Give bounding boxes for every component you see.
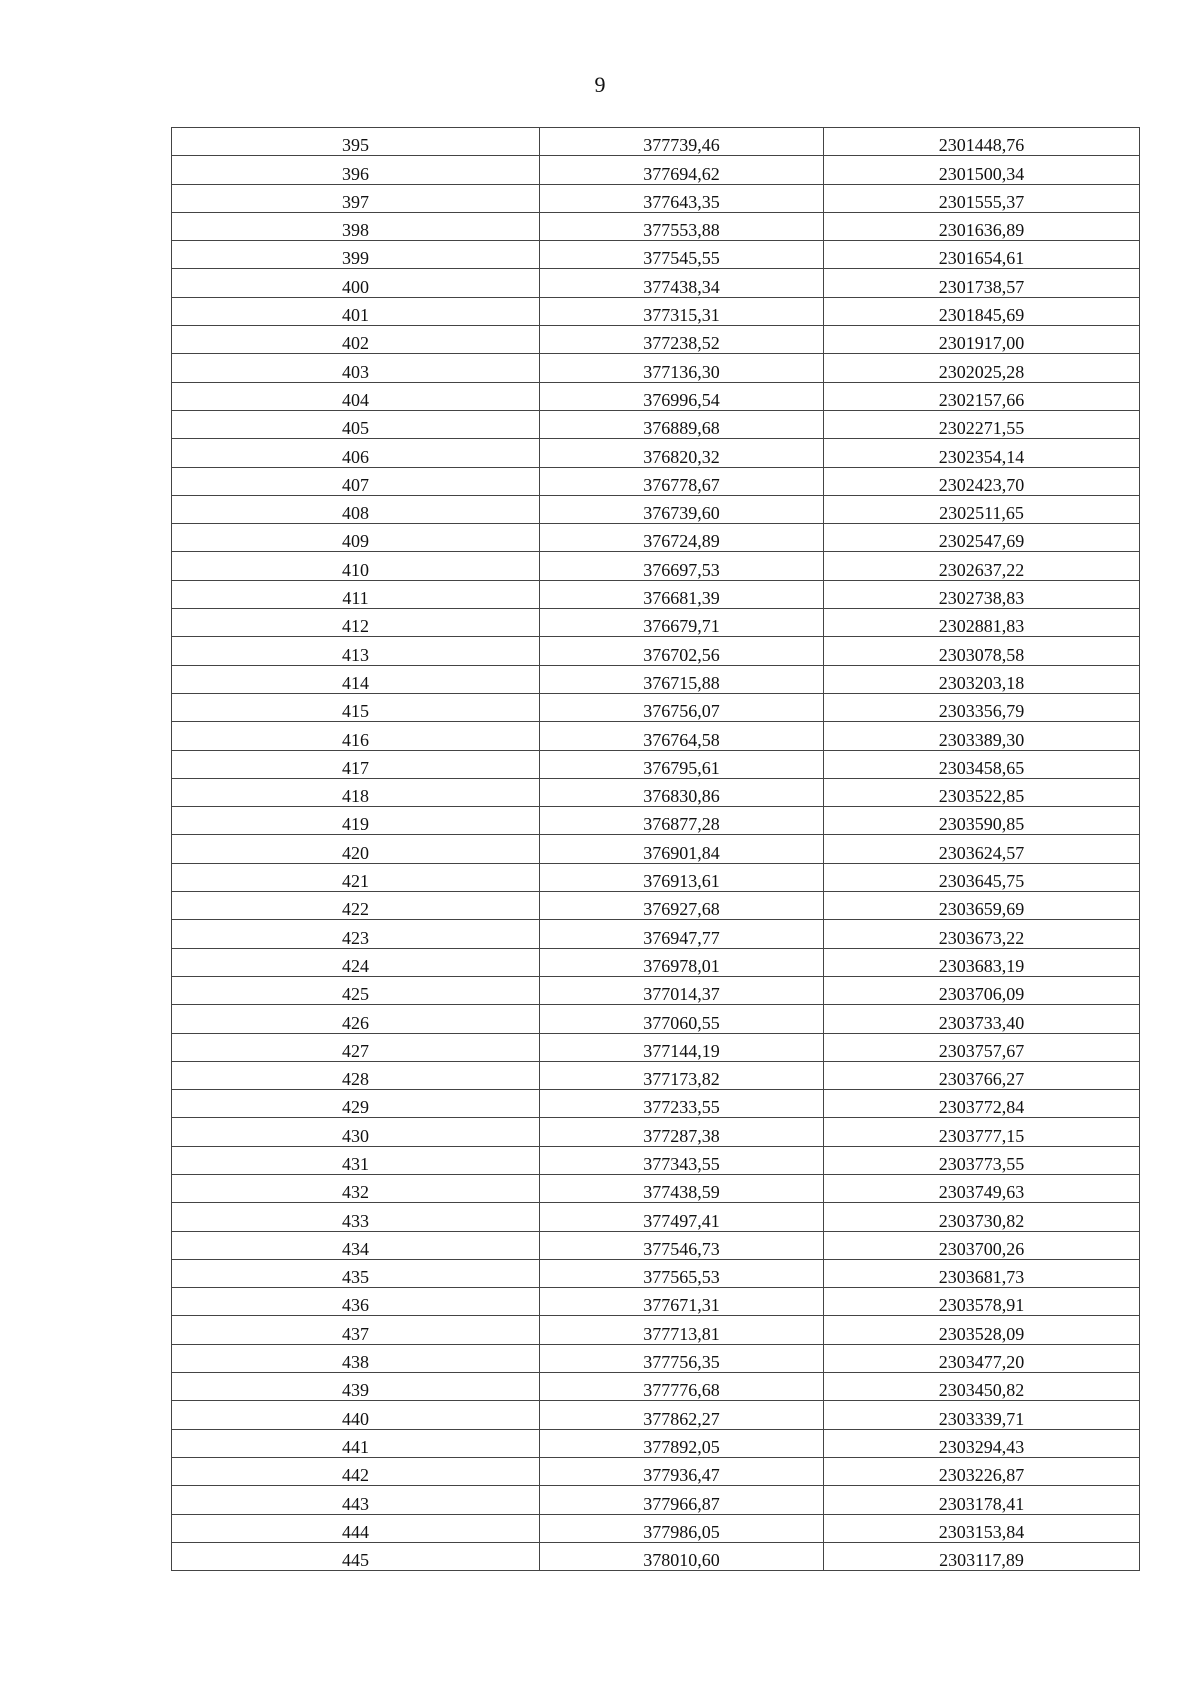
x-coordinate-cell: 376978,01	[540, 948, 824, 976]
x-coordinate-cell: 377892,05	[540, 1429, 824, 1457]
table-row	[172, 241, 1140, 269]
table-row	[172, 128, 1140, 156]
y-coordinate-cell: 2303730,82	[824, 1203, 1140, 1231]
point-number-cell: 442	[172, 1457, 540, 1485]
table-row	[172, 1203, 1140, 1231]
table-row	[172, 1457, 1140, 1485]
point-number-cell: 410	[172, 552, 540, 580]
point-number-cell: 441	[172, 1429, 540, 1457]
point-number-cell: 436	[172, 1288, 540, 1316]
x-coordinate-cell: 377713,81	[540, 1316, 824, 1344]
point-number-cell: 404	[172, 382, 540, 410]
point-number-cell: 408	[172, 495, 540, 523]
table-row	[172, 1033, 1140, 1061]
x-coordinate-cell: 376830,86	[540, 778, 824, 806]
point-number-cell: 403	[172, 354, 540, 382]
point-number-cell: 407	[172, 467, 540, 495]
table-row	[172, 1174, 1140, 1202]
x-coordinate-cell: 377060,55	[540, 1005, 824, 1033]
table-row	[172, 1231, 1140, 1259]
x-coordinate-cell: 377438,59	[540, 1174, 824, 1202]
point-number-cell: 427	[172, 1033, 540, 1061]
x-coordinate-cell: 376820,32	[540, 439, 824, 467]
point-number-cell: 421	[172, 863, 540, 891]
table-row	[172, 580, 1140, 608]
y-coordinate-cell: 2303749,63	[824, 1174, 1140, 1202]
x-coordinate-cell: 377144,19	[540, 1033, 824, 1061]
point-number-cell: 397	[172, 184, 540, 212]
table-row	[172, 1373, 1140, 1401]
y-coordinate-cell: 2301917,00	[824, 326, 1140, 354]
table-row	[172, 1146, 1140, 1174]
table-row	[172, 892, 1140, 920]
y-coordinate-cell: 2302637,22	[824, 552, 1140, 580]
table-row	[172, 354, 1140, 382]
y-coordinate-cell: 2303681,73	[824, 1259, 1140, 1287]
y-coordinate-cell: 2302157,66	[824, 382, 1140, 410]
point-number-cell: 423	[172, 920, 540, 948]
table-row	[172, 807, 1140, 835]
point-number-cell: 417	[172, 750, 540, 778]
point-number-cell: 413	[172, 637, 540, 665]
y-coordinate-cell: 2303624,57	[824, 835, 1140, 863]
x-coordinate-cell: 376927,68	[540, 892, 824, 920]
table-row	[172, 439, 1140, 467]
x-coordinate-cell: 376996,54	[540, 382, 824, 410]
table-row	[172, 1316, 1140, 1344]
table-row	[172, 976, 1140, 1004]
x-coordinate-cell: 377315,31	[540, 297, 824, 325]
table-row	[172, 835, 1140, 863]
x-coordinate-cell: 376679,71	[540, 609, 824, 637]
point-number-cell: 440	[172, 1401, 540, 1429]
y-coordinate-cell: 2302547,69	[824, 524, 1140, 552]
y-coordinate-cell: 2302738,83	[824, 580, 1140, 608]
y-coordinate-cell: 2301448,76	[824, 128, 1140, 156]
y-coordinate-cell: 2302271,55	[824, 410, 1140, 438]
point-number-cell: 402	[172, 326, 540, 354]
table-row	[172, 495, 1140, 523]
x-coordinate-cell: 377497,41	[540, 1203, 824, 1231]
point-number-cell: 399	[172, 241, 540, 269]
x-coordinate-cell: 376724,89	[540, 524, 824, 552]
table-row	[172, 863, 1140, 891]
table-row	[172, 467, 1140, 495]
x-coordinate-cell: 377136,30	[540, 354, 824, 382]
x-coordinate-cell: 377966,87	[540, 1486, 824, 1514]
table-row	[172, 1061, 1140, 1089]
x-coordinate-cell: 376795,61	[540, 750, 824, 778]
x-coordinate-cell: 377553,88	[540, 212, 824, 240]
y-coordinate-cell: 2303528,09	[824, 1316, 1140, 1344]
x-coordinate-cell: 377986,05	[540, 1514, 824, 1542]
point-number-cell: 411	[172, 580, 540, 608]
x-coordinate-cell: 377565,53	[540, 1259, 824, 1287]
x-coordinate-cell: 376877,28	[540, 807, 824, 835]
y-coordinate-cell: 2303226,87	[824, 1457, 1140, 1485]
y-coordinate-cell: 2303706,09	[824, 976, 1140, 1004]
table-row	[172, 609, 1140, 637]
y-coordinate-cell: 2303458,65	[824, 750, 1140, 778]
x-coordinate-cell: 376778,67	[540, 467, 824, 495]
table-row	[172, 1514, 1140, 1542]
x-coordinate-cell: 376702,56	[540, 637, 824, 665]
y-coordinate-cell: 2303153,84	[824, 1514, 1140, 1542]
table-row	[172, 1118, 1140, 1146]
x-coordinate-cell: 377014,37	[540, 976, 824, 1004]
point-number-cell: 395	[172, 128, 540, 156]
y-coordinate-cell: 2303203,18	[824, 665, 1140, 693]
y-coordinate-cell: 2303450,82	[824, 1373, 1140, 1401]
y-coordinate-cell: 2303117,89	[824, 1542, 1140, 1570]
point-number-cell: 428	[172, 1061, 540, 1089]
point-number-cell: 422	[172, 892, 540, 920]
table-row	[172, 920, 1140, 948]
point-number-cell: 398	[172, 212, 540, 240]
point-number-cell: 433	[172, 1203, 540, 1231]
table-row	[172, 410, 1140, 438]
point-number-cell: 414	[172, 665, 540, 693]
y-coordinate-cell: 2302354,14	[824, 439, 1140, 467]
x-coordinate-cell: 376764,58	[540, 722, 824, 750]
point-number-cell: 412	[172, 609, 540, 637]
table-row	[172, 269, 1140, 297]
x-coordinate-cell: 377643,35	[540, 184, 824, 212]
y-coordinate-cell: 2303777,15	[824, 1118, 1140, 1146]
table-row	[172, 1344, 1140, 1372]
point-number-cell: 444	[172, 1514, 540, 1542]
y-coordinate-cell: 2303078,58	[824, 637, 1140, 665]
point-number-cell: 400	[172, 269, 540, 297]
table-row	[172, 1288, 1140, 1316]
point-number-cell: 443	[172, 1486, 540, 1514]
point-number-cell: 434	[172, 1231, 540, 1259]
table-row	[172, 1005, 1140, 1033]
point-number-cell: 438	[172, 1344, 540, 1372]
y-coordinate-cell: 2303578,91	[824, 1288, 1140, 1316]
y-coordinate-cell: 2301636,89	[824, 212, 1140, 240]
table-row	[172, 156, 1140, 184]
y-coordinate-cell: 2303590,85	[824, 807, 1140, 835]
y-coordinate-cell: 2302511,65	[824, 495, 1140, 523]
y-coordinate-cell: 2303766,27	[824, 1061, 1140, 1089]
y-coordinate-cell: 2303356,79	[824, 693, 1140, 721]
y-coordinate-cell: 2301654,61	[824, 241, 1140, 269]
y-coordinate-cell: 2303773,55	[824, 1146, 1140, 1174]
table-row	[172, 722, 1140, 750]
point-number-cell: 405	[172, 410, 540, 438]
coordinates-table-body	[172, 128, 1140, 1571]
x-coordinate-cell: 377546,73	[540, 1231, 824, 1259]
y-coordinate-cell: 2301738,57	[824, 269, 1140, 297]
x-coordinate-cell: 376947,77	[540, 920, 824, 948]
table-row	[172, 212, 1140, 240]
point-number-cell: 425	[172, 976, 540, 1004]
coordinates-table	[171, 127, 1140, 1571]
y-coordinate-cell: 2303178,41	[824, 1486, 1140, 1514]
table-row	[172, 382, 1140, 410]
x-coordinate-cell: 377233,55	[540, 1090, 824, 1118]
point-number-cell: 429	[172, 1090, 540, 1118]
y-coordinate-cell: 2303645,75	[824, 863, 1140, 891]
table-row	[172, 750, 1140, 778]
x-coordinate-cell: 377776,68	[540, 1373, 824, 1401]
point-number-cell: 415	[172, 693, 540, 721]
table-row	[172, 693, 1140, 721]
y-coordinate-cell: 2302025,28	[824, 354, 1140, 382]
table-row	[172, 1401, 1140, 1429]
table-row	[172, 778, 1140, 806]
x-coordinate-cell: 377862,27	[540, 1401, 824, 1429]
point-number-cell: 445	[172, 1542, 540, 1570]
x-coordinate-cell: 376697,53	[540, 552, 824, 580]
y-coordinate-cell: 2301845,69	[824, 297, 1140, 325]
table-row	[172, 552, 1140, 580]
point-number-cell: 437	[172, 1316, 540, 1344]
point-number-cell: 406	[172, 439, 540, 467]
x-coordinate-cell: 377936,47	[540, 1457, 824, 1485]
y-coordinate-cell: 2303673,22	[824, 920, 1140, 948]
y-coordinate-cell: 2303772,84	[824, 1090, 1140, 1118]
table-row	[172, 1090, 1140, 1118]
y-coordinate-cell: 2303683,19	[824, 948, 1140, 976]
point-number-cell: 424	[172, 948, 540, 976]
x-coordinate-cell: 376901,84	[540, 835, 824, 863]
point-number-cell: 418	[172, 778, 540, 806]
x-coordinate-cell: 377739,46	[540, 128, 824, 156]
y-coordinate-cell: 2303294,43	[824, 1429, 1140, 1457]
y-coordinate-cell: 2303757,67	[824, 1033, 1140, 1061]
table-row	[172, 1542, 1140, 1570]
x-coordinate-cell: 376715,88	[540, 665, 824, 693]
y-coordinate-cell: 2303522,85	[824, 778, 1140, 806]
x-coordinate-cell: 377343,55	[540, 1146, 824, 1174]
x-coordinate-cell: 377694,62	[540, 156, 824, 184]
point-number-cell: 396	[172, 156, 540, 184]
point-number-cell: 416	[172, 722, 540, 750]
x-coordinate-cell: 376913,61	[540, 863, 824, 891]
point-number-cell: 435	[172, 1259, 540, 1287]
table-row	[172, 524, 1140, 552]
page-number: 9	[594, 72, 606, 97]
x-coordinate-cell: 377173,82	[540, 1061, 824, 1089]
table-row	[172, 297, 1140, 325]
point-number-cell: 419	[172, 807, 540, 835]
x-coordinate-cell: 376739,60	[540, 495, 824, 523]
point-number-cell: 431	[172, 1146, 540, 1174]
table-row	[172, 1259, 1140, 1287]
table-row	[172, 184, 1140, 212]
y-coordinate-cell: 2303700,26	[824, 1231, 1140, 1259]
y-coordinate-cell: 2303339,71	[824, 1401, 1140, 1429]
y-coordinate-cell: 2303733,40	[824, 1005, 1140, 1033]
table-row	[172, 1486, 1140, 1514]
x-coordinate-cell: 377545,55	[540, 241, 824, 269]
point-number-cell: 430	[172, 1118, 540, 1146]
x-coordinate-cell: 376681,39	[540, 580, 824, 608]
x-coordinate-cell: 377238,52	[540, 326, 824, 354]
x-coordinate-cell: 377671,31	[540, 1288, 824, 1316]
point-number-cell: 420	[172, 835, 540, 863]
point-number-cell: 409	[172, 524, 540, 552]
x-coordinate-cell: 377438,34	[540, 269, 824, 297]
y-coordinate-cell: 2302423,70	[824, 467, 1140, 495]
table-row	[172, 637, 1140, 665]
y-coordinate-cell: 2303477,20	[824, 1344, 1140, 1372]
x-coordinate-cell: 378010,60	[540, 1542, 824, 1570]
point-number-cell: 426	[172, 1005, 540, 1033]
y-coordinate-cell: 2303659,69	[824, 892, 1140, 920]
table-row	[172, 665, 1140, 693]
x-coordinate-cell: 376889,68	[540, 410, 824, 438]
point-number-cell: 439	[172, 1373, 540, 1401]
point-number-cell: 401	[172, 297, 540, 325]
x-coordinate-cell: 377287,38	[540, 1118, 824, 1146]
y-coordinate-cell: 2303389,30	[824, 722, 1140, 750]
table-row	[172, 948, 1140, 976]
x-coordinate-cell: 377756,35	[540, 1344, 824, 1372]
point-number-cell: 432	[172, 1174, 540, 1202]
y-coordinate-cell: 2301500,34	[824, 156, 1140, 184]
x-coordinate-cell: 376756,07	[540, 693, 824, 721]
table-row	[172, 1429, 1140, 1457]
y-coordinate-cell: 2302881,83	[824, 609, 1140, 637]
table-row	[172, 326, 1140, 354]
y-coordinate-cell: 2301555,37	[824, 184, 1140, 212]
